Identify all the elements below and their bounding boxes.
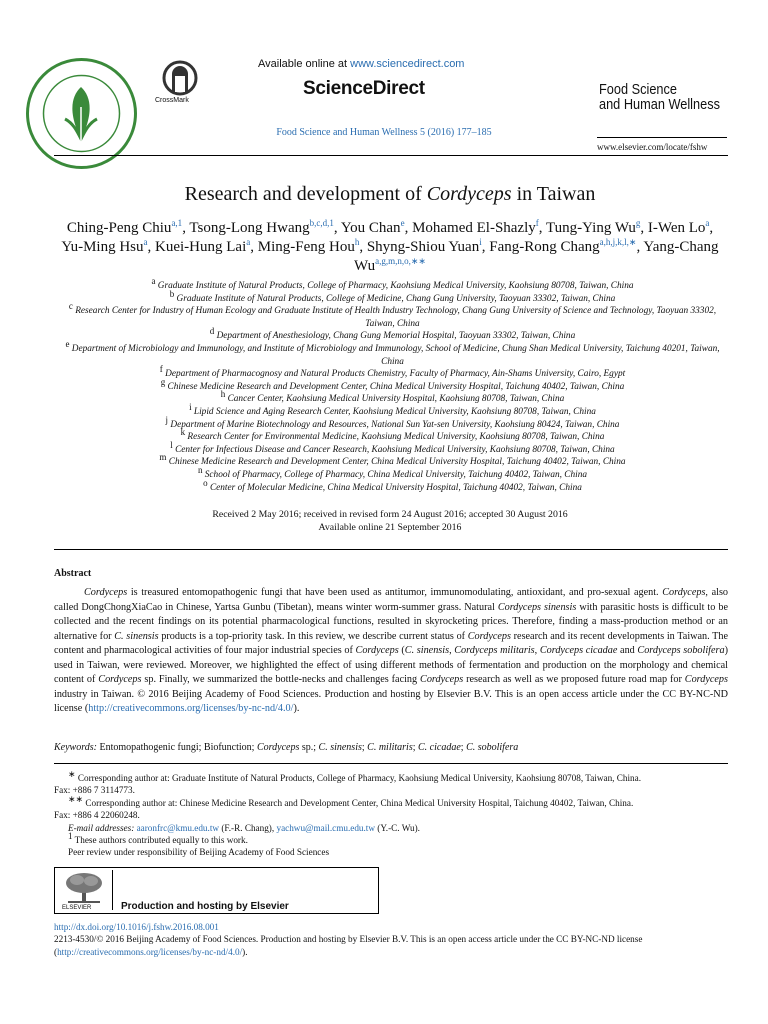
text-run: research as well as we proposed future road map for bbox=[463, 674, 685, 685]
author-name[interactable]: I-Wen Lo bbox=[647, 220, 706, 236]
affiliation bbox=[55, 414, 730, 432]
abstract-body bbox=[54, 586, 728, 717]
text-run: ; bbox=[412, 742, 419, 753]
author-affiliation-marks[interactable]: f bbox=[535, 218, 539, 228]
abstract-heading: Abstract bbox=[54, 568, 92, 579]
text-run: ; bbox=[361, 742, 368, 753]
affiliation-text: Graduate Institute of Natural Products, College of Medicine, Chang Gung University, Taoyuan 33302, Taiwan, China bbox=[176, 293, 616, 304]
affiliation-text: Graduate Institute of Natural Products, College of Pharmacy, Kaohsiung Medical University, Kaohsiung 80708, Taiwan, China bbox=[157, 281, 634, 291]
corr2-fax: Fax: +886 4 22060248. bbox=[54, 810, 140, 821]
affiliation bbox=[55, 477, 730, 495]
italic-term: C. sinensis bbox=[318, 742, 362, 753]
corresponding-author-1 bbox=[54, 768, 734, 784]
italic-term: C. cicadae bbox=[418, 742, 461, 753]
text-run: , bbox=[534, 645, 540, 656]
corr1-fax: Fax: +886 7 3114773. bbox=[54, 785, 135, 796]
crossmark-badge[interactable] bbox=[155, 60, 205, 104]
affiliation bbox=[55, 376, 730, 394]
author-name[interactable]: Tsong-Long Hwang bbox=[189, 220, 310, 236]
elsevier-tree-icon bbox=[62, 872, 106, 904]
divider bbox=[54, 763, 728, 764]
journal-title-line2: and Human Wellness bbox=[599, 96, 720, 113]
article-footer bbox=[54, 921, 734, 958]
italic-term: C. sinensis bbox=[404, 645, 450, 656]
title-genus: Cordyceps bbox=[426, 183, 512, 205]
author-affiliation-marks[interactable]: a bbox=[143, 237, 148, 247]
affiliation bbox=[55, 389, 730, 406]
author-affiliation-marks[interactable]: g bbox=[635, 218, 641, 228]
author bbox=[189, 220, 333, 236]
text-run: research and its recent developments in Taiwan. The content and pharmacological activities of four major industrial species of bbox=[54, 630, 729, 656]
keywords-list bbox=[97, 742, 518, 753]
text-run: ; bbox=[460, 742, 467, 753]
affiliation-mark: o bbox=[203, 477, 208, 488]
doi-link[interactable]: http://dx.doi.org/10.1016/j.fshw.2016.08.001 bbox=[54, 922, 219, 932]
affiliation-list bbox=[55, 275, 730, 494]
affiliation bbox=[55, 464, 730, 482]
peer-review-note: Peer review under responsibility of Beijing Academy of Food Sciences bbox=[68, 847, 330, 858]
text-run: Entomopathogenic fungi; Biofunction; bbox=[96, 742, 257, 753]
license-tail: ). bbox=[242, 946, 248, 957]
equal-contribution bbox=[54, 830, 734, 846]
affiliation-text: Department of Pharmacognosy and Natural Products Chemistry, Faculty of Pharmacy, Ain-Shams University, Cairo, Egypt bbox=[165, 369, 626, 380]
affiliation-text: Center for Infectious Disease and Cancer Research, Kaohsiung Medical University, Kaohsiung 80708, Taiwan, China bbox=[175, 444, 615, 455]
affiliation bbox=[55, 439, 730, 457]
author-affiliation-marks[interactable]: a,1 bbox=[171, 218, 183, 228]
crossmark-icon bbox=[161, 60, 199, 96]
corresponding-author-2 bbox=[54, 793, 734, 809]
affiliation-mark: c bbox=[68, 301, 73, 312]
italic-term: Cordyceps bbox=[355, 645, 399, 656]
corr1-text: Corresponding author at: Graduate Institute of Natural Products, College of Pharmacy, Kaohsiung Medical University, Kaohsiung 80708, Taiwan, China. bbox=[75, 773, 642, 783]
affiliation-text: Chinese Medicine Research and Development Center, China Medical University Hospital, Taichung 40402, Taiwan, China bbox=[167, 381, 625, 392]
email2-owner: (Y.-C. Wu). bbox=[375, 822, 420, 833]
affiliation-mark: h bbox=[220, 389, 226, 400]
text-run: ) used in Taiwan, were reviewed. Moreover, we highlighted the effect of using different methods of fermentation and production on the morphology and chemical content of bbox=[54, 645, 728, 685]
divider bbox=[54, 155, 728, 156]
author-name[interactable]: You Chan bbox=[340, 220, 401, 236]
available-online bbox=[258, 58, 464, 70]
corr2-mark: ∗∗ bbox=[68, 793, 84, 804]
license-statement: 2213-4530/© 2016 Beijing Academy of Food Sciences. Production and hosting by Elsevier B.V. This is an open access article under the CC BY-NC-ND license (http://creativecommons.org/licenses/by-nc-nd/4.0/). bbox=[54, 934, 643, 957]
author bbox=[367, 239, 482, 255]
affiliation bbox=[55, 401, 730, 419]
author bbox=[258, 239, 360, 255]
affiliation-mark: l bbox=[170, 439, 173, 450]
affiliation-mark: e bbox=[65, 338, 70, 349]
affiliation-mark: f bbox=[159, 364, 163, 375]
affiliation bbox=[55, 301, 730, 330]
text-run: products is a top-priority task. In this review, we describe current status of bbox=[158, 630, 468, 642]
text-run: sp.; bbox=[299, 742, 319, 753]
author bbox=[489, 239, 636, 255]
affiliation bbox=[55, 275, 730, 293]
author bbox=[155, 239, 250, 255]
affiliation-text: Research Center for Environmental Medicine, Kaohsiung Medical University, Kaohsiung 80708, Taiwan, China bbox=[187, 432, 605, 443]
journal-citation[interactable]: Food Science and Human Wellness 5 (2016) 177–185 bbox=[276, 127, 492, 138]
author-name[interactable]: Yu-Ming Hsu bbox=[61, 239, 144, 255]
author-affiliation-marks[interactable]: i bbox=[479, 237, 482, 247]
journal-logo bbox=[25, 57, 138, 170]
author bbox=[412, 220, 539, 236]
email-label: E-mail addresses: bbox=[68, 822, 135, 833]
author-name[interactable]: Ching-Peng Chiu bbox=[66, 220, 172, 236]
license-link[interactable]: http://creativecommons.org/licenses/by-nc-nd/4.0/ bbox=[57, 946, 243, 957]
journal-title bbox=[599, 82, 720, 112]
affiliation-mark: i bbox=[189, 401, 192, 412]
crossmark-label: CrossMark bbox=[155, 97, 189, 104]
author-affiliation-marks[interactable]: h bbox=[354, 237, 360, 247]
affiliation-text: Chinese Medicine Research and Development Center, China Medical University Hospital, Taichung 40402, Taiwan, China bbox=[168, 457, 626, 468]
elsevier-logo-label: ELSEVIER bbox=[62, 905, 92, 911]
keywords bbox=[54, 742, 728, 753]
affiliation-text: Center of Molecular Medicine, China Medical University Hospital, Taichung 40402, Taiwan, China bbox=[209, 482, 582, 493]
italic-term: Cordyceps bbox=[467, 630, 511, 642]
sciencedirect-link[interactable]: www.sciencedirect.com bbox=[350, 58, 465, 70]
keywords-label: Keywords: bbox=[54, 742, 97, 753]
affiliation-mark: b bbox=[169, 288, 175, 299]
italic-term: C. sobolifera bbox=[466, 742, 519, 753]
italic-term: Cordyceps bbox=[256, 742, 300, 753]
affiliation bbox=[55, 427, 730, 444]
received-dates: Received 2 May 2016; received in revised form 24 August 2016; accepted 30 August 2016 bbox=[212, 509, 568, 520]
italic-term: Cordyceps cicadae bbox=[539, 645, 618, 656]
italic-term: Cordyceps sobolifera bbox=[637, 645, 725, 656]
sciencedirect-wordmark: ScienceDirect bbox=[303, 78, 425, 99]
production-hosting-text: Production and hosting by Elsevier bbox=[121, 901, 289, 912]
affiliation-mark: g bbox=[160, 376, 166, 387]
author bbox=[67, 220, 182, 236]
author-name[interactable]: Mohamed El-Shazly bbox=[412, 220, 536, 236]
email1-owner: (F.-R. Chang), bbox=[219, 822, 277, 833]
author-affiliation-marks[interactable]: a,g,m,n,o,∗∗ bbox=[375, 256, 426, 266]
affiliation-mark: d bbox=[209, 326, 215, 337]
affiliation-text: School of Pharmacy, College of Pharmacy, China Medical University, Taichung 40402, Taiwan, China bbox=[204, 469, 588, 480]
affiliation-text: Department of Anesthesiology, Chang Gung Memorial Hospital, Taoyuan 33302, Taiwan, China bbox=[216, 331, 576, 342]
license-link[interactable]: http://creativecommons.org/licenses/by-nc-nd/4.0/ bbox=[88, 703, 294, 714]
license-text: 2213-4530/© 2016 Beijing Academy of Food Sciences. Production and hosting by Elsevier B.V. This is an open access article under the CC BY-NC-ND license bbox=[54, 934, 643, 945]
affiliation-text: Department of Microbiology and Immunology, and Institute of Microbiology and Immunology, School of Medicine, Chung Shan Medical University, Taichung 40201, Taiwan, China bbox=[71, 343, 720, 367]
italic-term: Cordyceps bbox=[684, 674, 728, 685]
elsevier-url[interactable]: www.elsevier.com/locate/fshw bbox=[597, 142, 708, 152]
affiliation bbox=[55, 326, 730, 343]
italic-term: Cordyceps militaris bbox=[454, 645, 535, 656]
article-title bbox=[0, 183, 768, 206]
author-name[interactable]: Fang-Rong Chang bbox=[489, 239, 600, 255]
affiliation-text: Research Center for Industry of Human Ecology and Graduate Institute of Health Industry Technology, Chang Gung University of Science and Technology, Taoyuan 33302, Taiwan, China bbox=[75, 306, 717, 329]
author-list: Ching-Peng Chiu$^{a,1}$, Tsong-Long Hwang$^{b,c,d,1}$, You Chan$^e$, Mohamed El-Shazly$^f$, Tung-Ying Wu$^g$, I-Wen Lo$^a$, Yu-Ming Hsu$^a$, Kuei-Hung Lai$^a$, Ming-Feng Hou$^h$, Shyng-Shiou Yuan$^i$, Fang-Rong Chang$^{a,h,j,k,l,∗}$, Yang-Chang $Wu^{a,g,m,n,o,∗∗}$ bbox=[61, 218, 719, 274]
author-name[interactable]: Yang-Chang Wu bbox=[354, 239, 719, 274]
divider bbox=[54, 549, 728, 550]
author-name[interactable]: Tung-Ying Wu bbox=[546, 220, 636, 236]
email-link-2[interactable]: yachwu@mail.cmu.edu.tw bbox=[276, 822, 375, 833]
author-affiliation-marks[interactable]: e bbox=[400, 218, 405, 228]
italic-term: C. militaris bbox=[367, 742, 413, 753]
author-name[interactable]: Kuei-Hung Lai bbox=[155, 239, 247, 255]
author bbox=[648, 220, 710, 236]
affiliation bbox=[55, 364, 730, 381]
text-run: ). bbox=[293, 703, 300, 714]
affiliation bbox=[55, 338, 730, 368]
title-part2: in Taiwan bbox=[511, 183, 596, 205]
text-run: sp. Finally, we summarized the bottle-necks and challenges facing bbox=[141, 674, 421, 685]
author-affiliation-marks[interactable]: a bbox=[705, 218, 710, 228]
online-date: Available online 21 September 2016 bbox=[318, 522, 462, 533]
author-name[interactable]: Shyng-Shiou Yuan bbox=[366, 239, 480, 255]
text-run: is treasured entomopathogenic fungi that have been used as antitumor, immunomodulating, antioxidant, and pro-sexual agent. bbox=[127, 587, 663, 598]
affiliation-mark: k bbox=[180, 427, 186, 438]
footnotes bbox=[54, 768, 734, 859]
affiliation-mark: m bbox=[159, 452, 167, 463]
journal-title-line1: Food Science bbox=[599, 81, 677, 98]
text-run: and bbox=[617, 645, 638, 656]
italic-term: Cordyceps bbox=[98, 674, 142, 685]
text-run: ( bbox=[398, 645, 405, 656]
affiliation-mark: a bbox=[151, 275, 156, 286]
affiliation-text: Lipid Science and Aging Research Center, Kaohsiung Medical University, Kaohsiung 80708, Taiwan, China bbox=[193, 406, 596, 417]
corr1-mark: ∗ bbox=[68, 768, 76, 779]
box-separator bbox=[112, 870, 113, 910]
author-name[interactable]: Ming-Feng Hou bbox=[257, 239, 355, 255]
corr2-text: Corresponding author at: Chinese Medicine Research and Development Center, China Medical University Hospital, Taichung 40402, Taiwan, China. bbox=[83, 797, 634, 808]
author-affiliation-marks[interactable]: a,h,j,k,l,∗ bbox=[599, 237, 637, 247]
email-addresses bbox=[54, 822, 734, 834]
article-dates bbox=[0, 508, 768, 534]
text-run: , bbox=[449, 645, 455, 656]
italic-term: Cordyceps bbox=[420, 674, 464, 685]
equal-mark: 1 bbox=[68, 830, 73, 841]
affiliation-mark: n bbox=[197, 464, 203, 475]
affiliation-text: Cancer Center, Kaohsiung Medical University Hospital, Kaohsiung 80708, Taiwan, China bbox=[227, 394, 565, 405]
italic-term: C. sinensis bbox=[114, 630, 159, 642]
affiliation-mark: j bbox=[165, 414, 169, 425]
available-prefix: Available online at bbox=[258, 58, 351, 70]
author bbox=[341, 220, 405, 236]
italic-term: Cordyceps bbox=[84, 587, 128, 598]
title-part1: Research and development of bbox=[184, 183, 427, 205]
author-affiliation-marks[interactable]: a bbox=[246, 237, 251, 247]
italic-term: Cordyceps sinensis bbox=[497, 601, 577, 613]
italic-term: Cordyceps bbox=[662, 587, 706, 598]
affiliation bbox=[55, 452, 730, 469]
header-rule bbox=[597, 137, 727, 138]
affiliation-text: Department of Marine Biotechnology and Resources, National Sun Yat-sen University, Kaohsiung 80424, Taiwan, China bbox=[170, 419, 620, 430]
author-affiliation-marks[interactable]: b,c,d,1 bbox=[309, 218, 334, 228]
affiliation bbox=[55, 288, 730, 306]
equal-text: These authors contributed equally to this work. bbox=[72, 835, 248, 846]
text-run: , also called DongChongXiaCao in Chinese, Yartsa Gunbu (Tibetan), means winter worm-summer grass. Natural bbox=[54, 587, 728, 613]
author bbox=[546, 220, 640, 236]
text-run: with parasitic hosts is difficult to be collected and the recent findings on its potential pharmacological functions, resulted in skyrocketing prices. Therefore, finding a mass-production method or an alternative for bbox=[54, 601, 728, 642]
email-link-1[interactable]: aaronfrc@kmu.edu.tw bbox=[136, 822, 220, 833]
text-run: industry in Taiwan. © 2016 Beijing Academy of Food Sciences. Production and hosting by Elsevier B.V. This is an open access article under the CC BY-NC-ND license ( bbox=[54, 688, 728, 714]
author bbox=[61, 239, 147, 255]
